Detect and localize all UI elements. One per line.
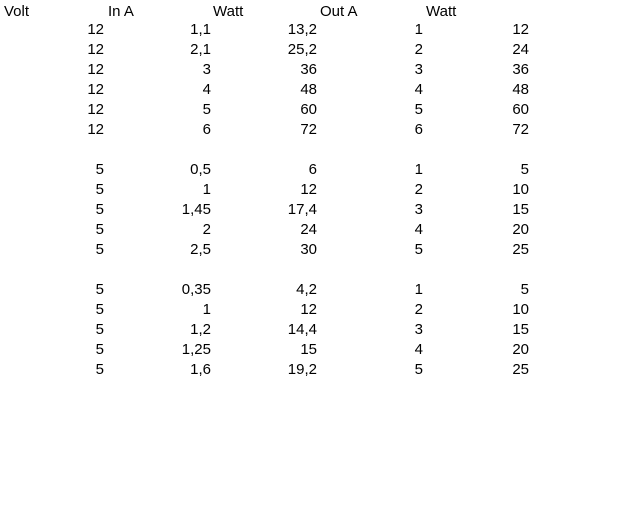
cell-watt-in: 14,4 bbox=[287, 321, 317, 338]
cell-in-a bbox=[150, 140, 211, 160]
cell-out-a: 1 bbox=[414, 21, 423, 38]
cell-out-a bbox=[380, 260, 423, 280]
cell-in-a: 1 bbox=[202, 181, 211, 198]
cell-out-a: 5 bbox=[414, 361, 423, 378]
cell-volt: 12 bbox=[87, 101, 104, 118]
header-in-a: In A bbox=[108, 3, 134, 20]
cell-in-a: 1,45 bbox=[181, 201, 211, 218]
cell-volt: 5 bbox=[95, 221, 104, 238]
cell-in-a: 5 bbox=[202, 101, 211, 118]
cell-out-a: 4 bbox=[414, 221, 423, 238]
cell-watt-out: 24 bbox=[512, 41, 529, 58]
cell-in-a: 6 bbox=[202, 121, 211, 138]
cell-watt-out bbox=[470, 140, 529, 160]
cell-watt-in: 6 bbox=[308, 161, 317, 178]
cell-volt: 12 bbox=[87, 61, 104, 78]
cell-watt-out: 60 bbox=[512, 101, 529, 118]
cell-in-a bbox=[150, 260, 211, 280]
cell-watt-out: 48 bbox=[512, 81, 529, 98]
cell-in-a: 1,6 bbox=[190, 361, 211, 378]
cell-out-a: 1 bbox=[414, 281, 423, 298]
cell-volt: 5 bbox=[95, 361, 104, 378]
cell-watt-in: 72 bbox=[300, 121, 317, 138]
cell-watt-out: 10 bbox=[512, 181, 529, 198]
cell-watt-out: 20 bbox=[512, 341, 529, 358]
cell-volt: 5 bbox=[95, 181, 104, 198]
header-volt: Volt bbox=[4, 3, 30, 20]
cell-volt: 5 bbox=[95, 341, 104, 358]
cell-watt-in bbox=[250, 260, 317, 280]
cell-out-a: 3 bbox=[414, 321, 423, 338]
cell-watt-in: 24 bbox=[300, 221, 317, 238]
cell-watt-out: 12 bbox=[512, 21, 529, 38]
cell-out-a: 3 bbox=[414, 61, 423, 78]
cell-watt-in: 17,4 bbox=[287, 201, 317, 218]
cell-watt-in: 12 bbox=[300, 301, 317, 318]
cell-watt-in: 12 bbox=[300, 181, 317, 198]
cell-in-a: 1,2 bbox=[190, 321, 211, 338]
cell-volt: 12 bbox=[87, 81, 104, 98]
cell-in-a: 4 bbox=[202, 81, 211, 98]
cell-watt-out: 15 bbox=[512, 321, 529, 338]
cell-watt-in: 36 bbox=[300, 61, 317, 78]
cell-watt-out: 5 bbox=[520, 161, 529, 178]
cell-out-a: 4 bbox=[414, 341, 423, 358]
cell-volt: 5 bbox=[95, 201, 104, 218]
cell-watt-in: 48 bbox=[300, 81, 317, 98]
cell-volt bbox=[60, 260, 104, 280]
cell-watt-in: 25,2 bbox=[287, 41, 317, 58]
cell-out-a: 2 bbox=[414, 41, 423, 58]
cell-watt-out bbox=[470, 260, 529, 280]
cell-in-a: 3 bbox=[202, 61, 211, 78]
cell-watt-out: 10 bbox=[512, 301, 529, 318]
cell-watt-in bbox=[250, 140, 317, 160]
cell-out-a bbox=[380, 140, 423, 160]
cell-watt-in: 13,2 bbox=[287, 21, 317, 38]
cell-in-a: 1 bbox=[202, 301, 211, 318]
cell-watt-in: 30 bbox=[300, 241, 317, 258]
cell-out-a: 6 bbox=[414, 121, 423, 138]
cell-in-a: 0,5 bbox=[190, 161, 211, 178]
cell-watt-out: 5 bbox=[520, 281, 529, 298]
cell-watt-out: 72 bbox=[512, 121, 529, 138]
cell-in-a: 1,1 bbox=[190, 21, 211, 38]
cell-watt-out: 20 bbox=[512, 221, 529, 238]
cell-in-a: 0,35 bbox=[181, 281, 211, 298]
cell-watt-out: 25 bbox=[512, 361, 529, 378]
cell-watt-out: 25 bbox=[512, 241, 529, 258]
cell-out-a: 1 bbox=[414, 161, 423, 178]
cell-in-a: 2,1 bbox=[190, 41, 211, 58]
cell-volt: 12 bbox=[87, 121, 104, 138]
cell-out-a: 5 bbox=[414, 241, 423, 258]
cell-watt-in: 15 bbox=[300, 341, 317, 358]
cell-in-a: 2 bbox=[202, 221, 211, 238]
cell-watt-in: 19,2 bbox=[287, 361, 317, 378]
cell-out-a: 4 bbox=[414, 81, 423, 98]
cell-watt-out: 36 bbox=[512, 61, 529, 78]
cell-volt: 5 bbox=[95, 281, 104, 298]
header-watt-in: Watt bbox=[213, 3, 244, 20]
cell-volt: 12 bbox=[87, 21, 104, 38]
cell-in-a: 1,25 bbox=[181, 341, 211, 358]
cell-out-a: 2 bbox=[414, 181, 423, 198]
header-out-a: Out A bbox=[320, 3, 358, 20]
header-watt-out: Watt bbox=[426, 3, 457, 20]
cell-volt: 5 bbox=[95, 301, 104, 318]
cell-watt-in: 60 bbox=[300, 101, 317, 118]
cell-volt: 5 bbox=[95, 161, 104, 178]
cell-watt-out: 15 bbox=[512, 201, 529, 218]
cell-volt: 5 bbox=[95, 241, 104, 258]
cell-out-a: 5 bbox=[414, 101, 423, 118]
cell-watt-in: 4,2 bbox=[296, 281, 317, 298]
cell-out-a: 2 bbox=[414, 301, 423, 318]
cell-volt: 5 bbox=[95, 321, 104, 338]
cell-out-a: 3 bbox=[414, 201, 423, 218]
cell-volt bbox=[60, 140, 104, 160]
cell-in-a: 2,5 bbox=[190, 241, 211, 258]
cell-volt: 12 bbox=[87, 41, 104, 58]
